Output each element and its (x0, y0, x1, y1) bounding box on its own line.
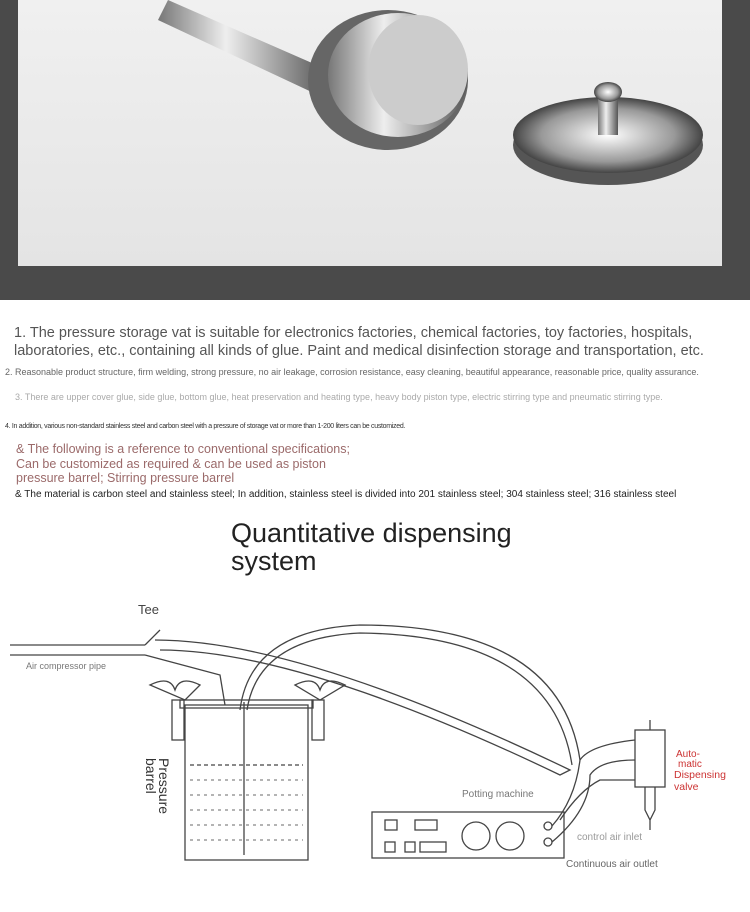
potting-machine-label: Potting machine (462, 789, 534, 800)
pressure-barrel (185, 705, 308, 860)
air-pipe (10, 645, 145, 655)
product-photo-frame (0, 0, 750, 300)
paragraph-4: 4. In addition, various non-standard stainless steel and carbon steel with a pressure of storage vat or more than 1-200 liters can be customized. (5, 423, 406, 430)
air-pipe-label: Air compressor pipe (26, 661, 107, 671)
dispensing-valve (635, 730, 665, 787)
control-air-inlet-label: control air inlet (577, 832, 643, 843)
product-photo (18, 0, 722, 266)
glue-hose (240, 625, 580, 760)
paragraph-1: 1. The pressure storage vat is suitable for electronics factories, chemical factories, toy factories, hospitals, laboratories, etc., containing all kinds of glue. Paint and medical disinfection storage and transportation, etc. (14, 325, 704, 359)
pressure-vat-illustration (18, 0, 722, 266)
valve-label-1: Auto- (676, 749, 700, 760)
diagram-title: Quantitative dispensing system (231, 518, 512, 576)
paragraph-5: & The following is a reference to conventional specifications; Can be customized as required & can be used as piston pressure barrel; Stirring pressure barrel (16, 442, 350, 485)
valve-label-4: valve (674, 781, 699, 793)
continuous-air-outlet-label: Continuous air outlet (566, 859, 658, 870)
wing-nut-left (150, 681, 200, 700)
paragraph-6: & The material is carbon steel and stainless steel; In addition, stainless steel is divided into 201 stainless steel; 304 stainless steel; 316 stainless steel (15, 489, 677, 500)
potting-machine (372, 812, 564, 858)
barrel-label: Pressure barrel (143, 758, 172, 815)
paragraph-2: 2. Reasonable product structure, firm welding, strong pressure, no air leakage, corrosion resistance, easy cleaning, beautiful appearance, reasonable price, quality assurance. (5, 367, 699, 377)
tee-label: Tee (138, 602, 159, 617)
paragraph-3: 3. There are upper cover glue, side glue, bottom glue, heat preservation and heating type, heavy body piston type, electric stirring type and pneumatic stirring type. (15, 392, 663, 402)
valve-label-3: Dispensing (674, 769, 726, 781)
valve-label-2: matic (678, 759, 702, 770)
